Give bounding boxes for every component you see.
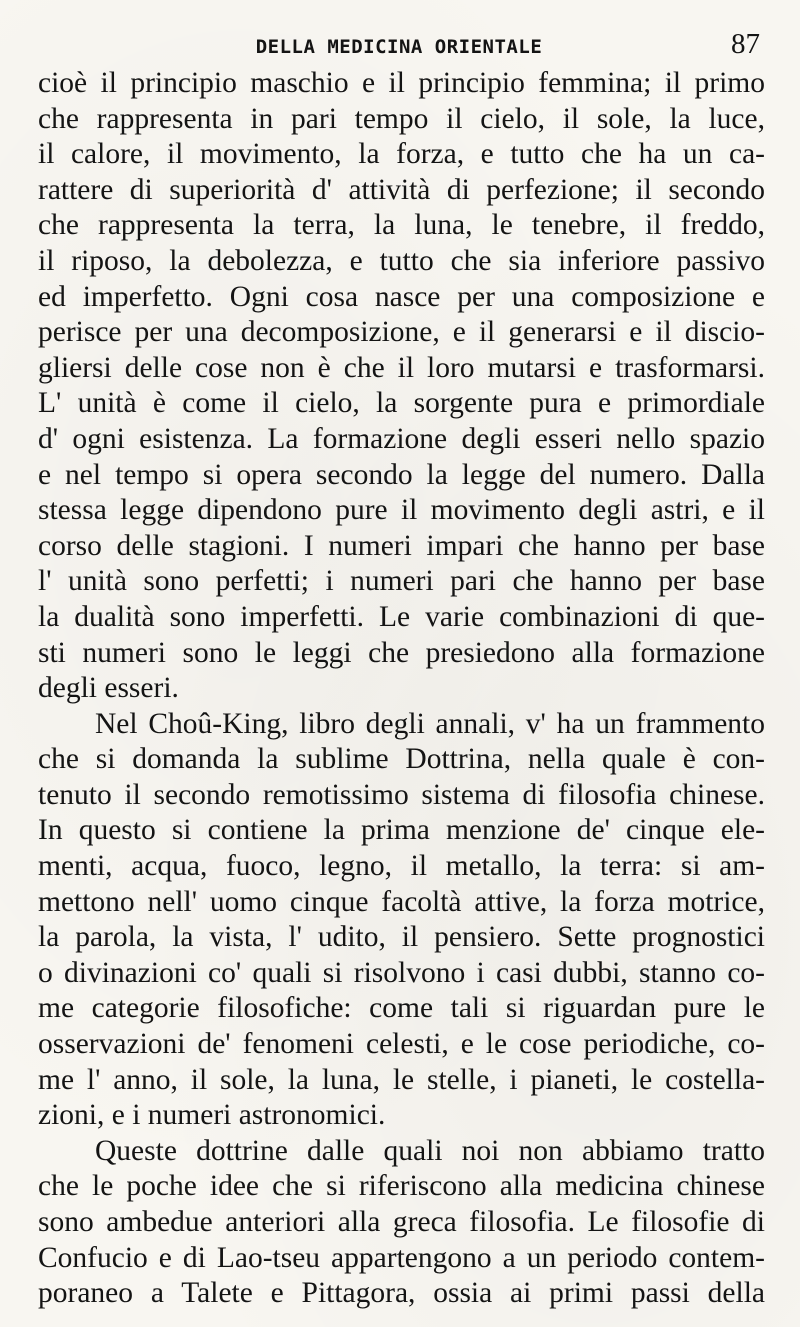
text-line: cioè il principio maschio e il principio femmina; il primo bbox=[38, 67, 765, 99]
text-line: o divinazioni co' quali si risolvono i casi dubbi, stanno co- bbox=[38, 956, 765, 989]
text-line: d' ogni esistenza. La formazione degli esseri nello spazio bbox=[38, 422, 765, 455]
paragraph-end-line: degli esseri. bbox=[38, 672, 179, 705]
text-line: gliersi delle cose non è che il loro mutarsi e trasformarsi. bbox=[38, 351, 765, 384]
text-line: e nel tempo si opera secondo la legge del numero. Dalla bbox=[38, 458, 765, 491]
paragraph-end-line: zioni, e i numeri astronomici. bbox=[38, 1099, 386, 1132]
text-line: la dualità sono imperfetti. Le varie combinazioni di que- bbox=[38, 600, 765, 633]
page-number: 87 bbox=[731, 28, 760, 60]
body-text bbox=[38, 66, 765, 1312]
text-line: sti numeri sono le leggi che presiedono alla formazione bbox=[38, 636, 765, 669]
text-line: che le poche idee che si riferiscono alla medicina chinese bbox=[38, 1170, 765, 1203]
text-line: Confucio e di Lao-tseu appartengono a un periodo contem- bbox=[38, 1241, 765, 1274]
text-line: l' unità sono perfetti; i numeri pari che hanno per base bbox=[38, 565, 765, 598]
text-line: stessa legge dipendono pure il movimento degli astri, e il bbox=[38, 494, 765, 527]
text-line: la parola, la vista, l' udito, il pensiero. Sette prognostici bbox=[38, 921, 765, 954]
text-line: me l' anno, il sole, la luna, le stelle, i pianeti, le costella- bbox=[38, 1063, 765, 1096]
paragraph-start-line: Queste dottrine dalle quali noi non abbiamo tratto bbox=[95, 1134, 765, 1167]
text-line: menti, acqua, fuoco, legno, il metallo, la terra: si am- bbox=[38, 850, 765, 883]
text-line: osservazioni de' fenomeni celesti, e le cose periodiche, co- bbox=[38, 1028, 765, 1061]
text-line: perisce per una decomposizione, e il generarsi e il discio- bbox=[38, 316, 765, 349]
text-line: ed imperfetto. Ogni cosa nasce per una composizione e bbox=[38, 280, 765, 313]
text-line: il calore, il movimento, la forza, e tutto che ha un ca- bbox=[38, 138, 765, 171]
paragraph-start-line: Nel Choû-King, libro degli annali, v' ha un frammento bbox=[95, 707, 765, 740]
text-line: rattere di superiorità d' attività di perfezione; il secondo bbox=[38, 173, 765, 206]
text-line: il riposo, la debolezza, e tutto che sia inferiore passivo bbox=[38, 244, 765, 277]
text-line: che rappresenta in pari tempo il cielo, il sole, la luce, bbox=[38, 102, 765, 135]
text-line: tenuto il secondo remotissimo sistema di filosofia chinese. bbox=[38, 778, 765, 811]
text-line: L' unità è come il cielo, la sorgente pura e primordiale bbox=[38, 387, 765, 420]
text-line: poraneo a Talete e Pittagora, ossia ai primi passi della bbox=[38, 1277, 765, 1310]
running-title: DELLA MEDICINA ORIENTALE bbox=[255, 36, 543, 58]
text-line: che rappresenta la terra, la luna, le tenebre, il freddo, bbox=[38, 209, 765, 242]
running-header bbox=[38, 28, 760, 68]
text-line: sono ambedue anteriori alla greca filosofia. Le filosofie di bbox=[38, 1206, 765, 1238]
text-line: mettono nell' uomo cinque facoltà attive, la forza motrice, bbox=[38, 885, 765, 918]
text-line: me categorie filosofiche: come tali si riguardan pure le bbox=[38, 992, 765, 1025]
text-line: corso delle stagioni. I numeri impari che hanno per base bbox=[38, 529, 765, 562]
text-line: In questo si contiene la prima menzione de' cinque ele- bbox=[38, 814, 765, 847]
text-line: che si domanda la sublime Dottrina, nella quale è con- bbox=[38, 743, 765, 776]
